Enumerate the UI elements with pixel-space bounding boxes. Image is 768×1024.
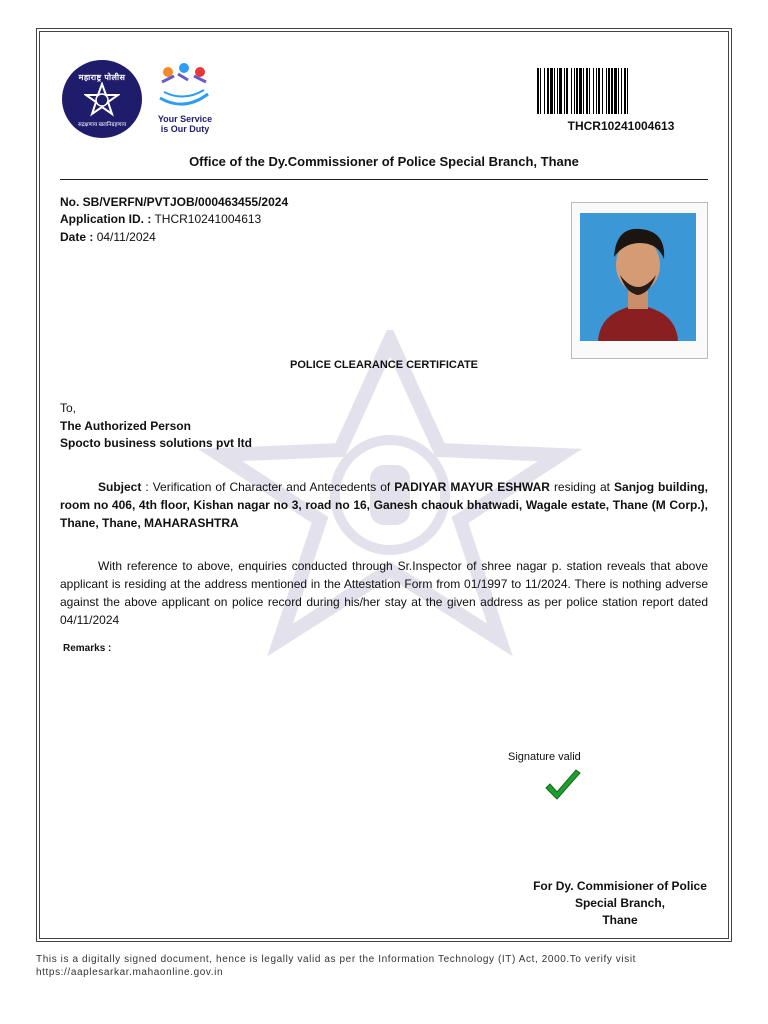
- recipient-line-2: Spocto business solutions pvt ltd: [60, 436, 253, 450]
- issue-date-value: 04/11/2024: [96, 230, 156, 244]
- footer-notice: [36, 953, 756, 979]
- application-id-value: THCR10241004613: [154, 212, 262, 226]
- checkmark-icon: [543, 768, 583, 804]
- application-id: Application ID. : THCR10241004613: [60, 212, 262, 226]
- logo-tagline: [150, 114, 220, 134]
- service-logo: [150, 62, 222, 134]
- footer-line-1: This is a digitally signed document, hence is legally valid as per the Information Technology (IT) Act, 2000.To verify visit: [36, 954, 637, 965]
- footer-url[interactable]: https://aaplesarkar.mahaonline.gov.in: [36, 967, 224, 978]
- subject-label: Subject: [98, 480, 142, 494]
- salutation: To,: [60, 401, 77, 415]
- reference-number: No. SB/VERFN/PVTJOB/000463455/2024: [60, 195, 289, 209]
- signatory-line-3: Thane: [602, 913, 638, 927]
- subject-text: : Verification of Character and Antecedents of: [141, 480, 395, 494]
- barcode-number: THCR10241004613: [567, 119, 675, 133]
- tagline-line-1: Your Service: [157, 114, 213, 124]
- barcode: [537, 68, 705, 114]
- applicant-name: PADIYAR MAYUR ESHWAR: [394, 480, 550, 494]
- subject-residing: residing at: [549, 480, 615, 494]
- emblem-motto: सद्रक्षणाय खलनिग्रहणाय: [77, 122, 127, 128]
- people-hand-icon: [154, 62, 214, 112]
- maharashtra-police-emblem: [62, 60, 142, 138]
- emblem-text: महाराष्ट्र पोलीस: [78, 73, 126, 82]
- applicant-photo: [571, 202, 708, 359]
- verification-paragraph: With reference to above, enquiries conducted through Sr.Inspector of shree nagar p. station reveals that above applicant is residing at the address mentioned in the Attestation Form from 01/1997 to 11/2024. There is nothing adverse against the above applicant on police record during his/her stay at the given address as per police station report dated 04/11/2024: [60, 559, 708, 627]
- issue-date: Date : 04/11/2024: [60, 230, 156, 244]
- recipient-line-1: The Authorized Person: [60, 419, 191, 433]
- signatory-block: [500, 878, 740, 929]
- signature-status: Signature valid: [508, 751, 581, 763]
- remarks-label: Remarks :: [63, 643, 112, 654]
- signatory-line-2: Special Branch,: [574, 896, 666, 910]
- header-divider: [60, 179, 708, 180]
- subject-paragraph: [60, 478, 708, 532]
- applicant-address: Sanjog building, room no 406, 4th floor, Kishan nagar no 3, road no 16, Ganesh chaouk bhatwadi, Wagale estate, Thane (M Corp.), Thane, Thane, MAHARASHTRA: [60, 480, 709, 530]
- person-portrait-icon: [580, 213, 696, 341]
- certificate-title: POLICE CLEARANCE CERTIFICATE: [289, 359, 479, 371]
- star-badge-icon: [84, 82, 120, 118]
- tagline-line-2: is Our Duty: [160, 124, 210, 134]
- signatory-line-1: For Dy. Commisioner of Police: [533, 879, 707, 893]
- office-title: Office of the Dy.Commissioner of Police Special Branch, Thane: [189, 154, 579, 169]
